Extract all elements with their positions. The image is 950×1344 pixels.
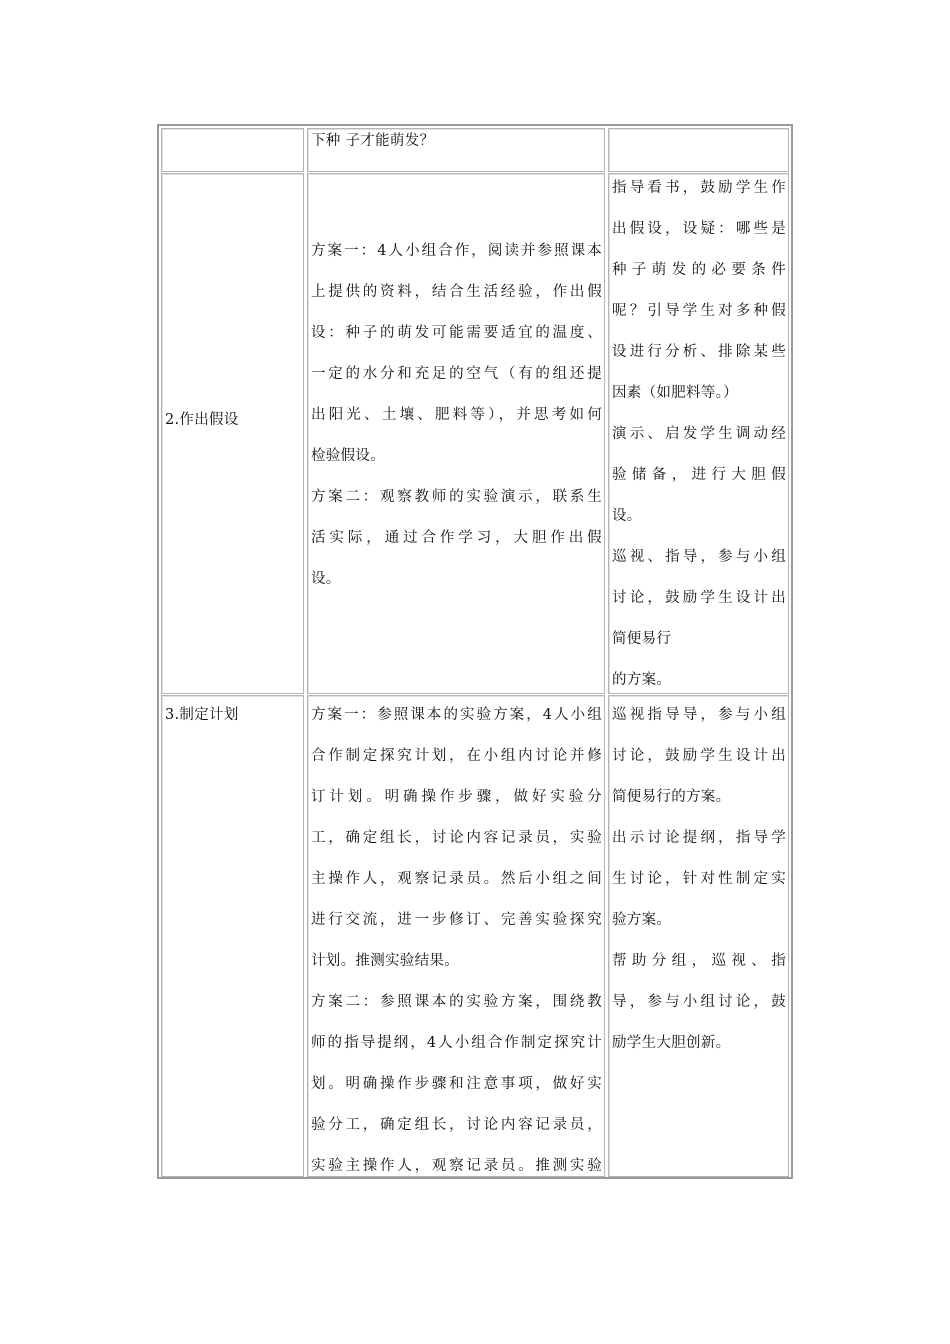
teacher-line: 帮助分组，巡视、指 [612,953,786,969]
lesson-plan-table [157,124,793,1179]
activity-line: 下种 子才能萌发？ [311,133,435,149]
teacher-line: 的方案。 [612,672,672,688]
teacher-line: 导，参与小组讨论，鼓 [612,994,786,1010]
activity-text [311,121,602,162]
teacher-line: 简便易行 [612,631,672,647]
activity-line: 方案一：参照课本的实验方案，4人小组 [311,707,602,723]
activity-cell [307,128,605,172]
teacher-line: 讨论，鼓励学生设计出 [612,590,786,606]
teacher-line: 验方案。 [612,912,672,928]
activity-line: 计划。推测实验结果。 [311,953,459,969]
table-row [159,695,791,1177]
teacher-line: 验储备，进行大胆假 [612,467,786,483]
stage-label-text: 3.制定计划 [165,707,239,723]
stage-label-text: 2.作出假设 [165,412,239,428]
activity-line: 上提供的资料，结合生活经验，作出假 [311,284,602,300]
teacher-line: 出示讨论提纲，指导学 [612,830,786,846]
teacher-cell [608,128,789,172]
teacher-line: 设。 [612,508,642,524]
teacher-line: 因素（如肥料等。） [612,385,738,401]
activity-line: 师的指导提纲，4人小组合作制定探究计 [311,1035,602,1051]
teacher-line: 设进行分析、排除某些 [612,344,786,360]
teacher-line: 呢？引导学生对多种假 [612,303,786,319]
activity-line: 订计划。明确操作步骤，做好实验分 [311,789,602,805]
activity-line: 划。明确操作步骤和注意事项，做好实 [311,1076,602,1092]
teacher-line: 简便易行的方案。 [612,789,731,805]
activity-line: 工，确定组长，讨论内容记录员，实验 [311,830,602,846]
activity-line: 实验主操作人，观察记录员。推测实验 [311,1158,602,1174]
activity-text [311,695,602,1187]
teacher-line: 巡视、指导，参与小组 [612,549,786,565]
teacher-line: 种子萌发的必要条件 [612,262,786,278]
activity-line: 活实际，通过合作学习，大胆作出假 [311,530,602,546]
activity-line: 检验假设。 [311,448,385,464]
activity-line: 主操作人，观察记录员。然后小组之间 [311,871,602,887]
table-row [159,173,791,694]
teacher-cell [608,695,789,1177]
stage-cell [161,128,304,172]
teacher-line: 出假设，设疑：哪些是 [612,221,786,237]
stage-label [165,705,301,725]
activity-line: 进行交流，进一步修订、完善实验探究 [311,912,602,928]
teacher-line: 指导看书，鼓励学生作 [612,180,786,196]
activity-line: 方案二：参照课本的实验方案，围绕教 [311,994,602,1010]
teacher-line: 励学生大胆创新。 [612,1035,731,1051]
teacher-text [612,695,786,1064]
activity-line: 验分工，确定组长，讨论内容记录员， [311,1117,602,1133]
activity-cell [307,695,605,1177]
activity-line: 一定的水分和充足的空气（有的组还提 [311,366,602,382]
teacher-line: 生讨论，针对性制定实 [612,871,786,887]
activity-line: 出阳光、土壤、肥料等），并思考如何 [311,407,602,423]
activity-text [311,231,602,600]
teacher-text [612,168,786,701]
table-row [159,128,791,172]
teacher-line: 演示、启发学生调动经 [612,426,786,442]
stage-cell [161,695,304,1177]
activity-line: 设：种子的萌发可能需要适宜的温度、 [311,325,602,341]
stage-cell [161,173,304,694]
teacher-cell [608,173,789,694]
activity-line: 方案一：4人小组合作，阅读并参照课本 [311,243,602,259]
activity-cell [307,173,605,694]
teacher-line: 巡视指导导，参与小组 [612,707,786,723]
stage-label [165,410,301,430]
activity-line: 设。 [311,571,341,587]
teacher-line: 讨论，鼓励学生设计出 [612,748,786,764]
activity-line: 方案二：观察教师的实验演示，联系生 [311,489,602,505]
activity-line: 合作制定探究计划，在小组内讨论并修 [311,748,602,764]
